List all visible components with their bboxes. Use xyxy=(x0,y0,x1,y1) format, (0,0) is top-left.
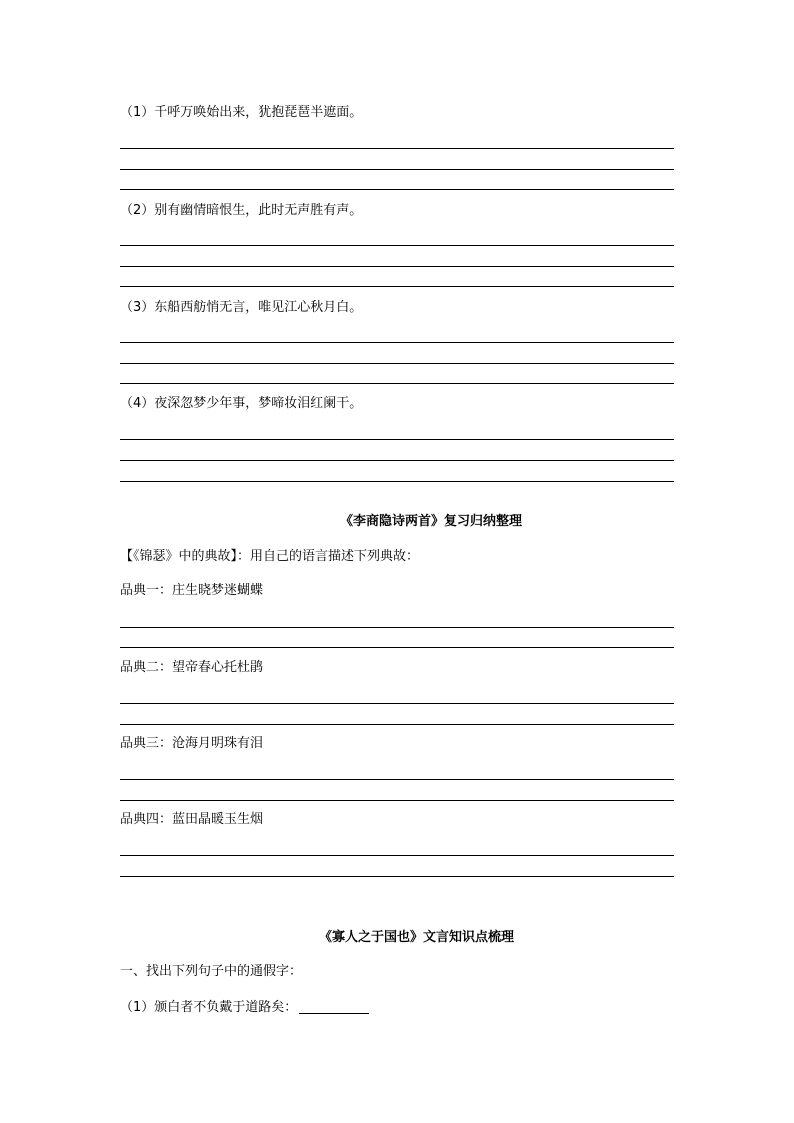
answer-line[interactable] xyxy=(120,460,674,461)
answer-line[interactable] xyxy=(120,342,674,343)
line-item-4: （4）夜深忽梦少年事，梦啼妆泪红阑干。 xyxy=(120,396,363,411)
answer-line[interactable] xyxy=(120,800,674,801)
line-item-1: （1）千呼万唤始出来，犹抱琵琶半遮面。 xyxy=(120,105,363,120)
section-title-guaren: 《寡人之于国也》文言知识点梳理 xyxy=(319,930,515,945)
section-title-lishangyin: 《李商隐诗两首》复习归纳整理 xyxy=(340,514,523,529)
question-item-1 xyxy=(120,1000,369,1016)
question-item-1-text: （1）颁白者不负戴于道路矣： xyxy=(120,1000,298,1015)
answer-line[interactable] xyxy=(120,627,674,628)
allusion-item-2: 品典二：望帝春心托杜鹃 xyxy=(120,660,264,675)
line-item-3: （3）东船西舫悄无言，唯见江心秋月白。 xyxy=(120,300,363,315)
answer-line[interactable] xyxy=(120,286,674,287)
answer-line[interactable] xyxy=(120,169,674,170)
answer-line[interactable] xyxy=(120,439,674,440)
answer-line[interactable] xyxy=(120,481,674,482)
allusion-item-4: 品典四：蓝田晶暖玉生烟 xyxy=(120,812,264,827)
answer-line[interactable] xyxy=(120,855,674,856)
answer-line[interactable] xyxy=(120,148,674,149)
fill-in-blank[interactable] xyxy=(299,1000,369,1014)
section-intro: 【《锦瑟》中的典故】：用自己的语言描述下列典故： xyxy=(120,549,420,564)
question-heading: 一、找出下列句子中的通假字： xyxy=(120,964,303,979)
answer-line[interactable] xyxy=(120,266,674,267)
answer-line[interactable] xyxy=(120,245,674,246)
answer-line[interactable] xyxy=(120,189,674,190)
answer-line[interactable] xyxy=(120,876,674,877)
answer-line[interactable] xyxy=(120,647,674,648)
answer-line[interactable] xyxy=(120,703,674,704)
answer-line[interactable] xyxy=(120,363,674,364)
line-item-2: （2）别有幽情暗恨生，此时无声胜有声。 xyxy=(120,203,363,218)
allusion-item-3: 品典三：沧海月明珠有泪 xyxy=(120,736,264,751)
answer-line[interactable] xyxy=(120,383,674,384)
allusion-item-1: 品典一：庄生晓梦迷蝴蝶 xyxy=(120,583,264,598)
answer-line[interactable] xyxy=(120,779,674,780)
answer-line[interactable] xyxy=(120,724,674,725)
